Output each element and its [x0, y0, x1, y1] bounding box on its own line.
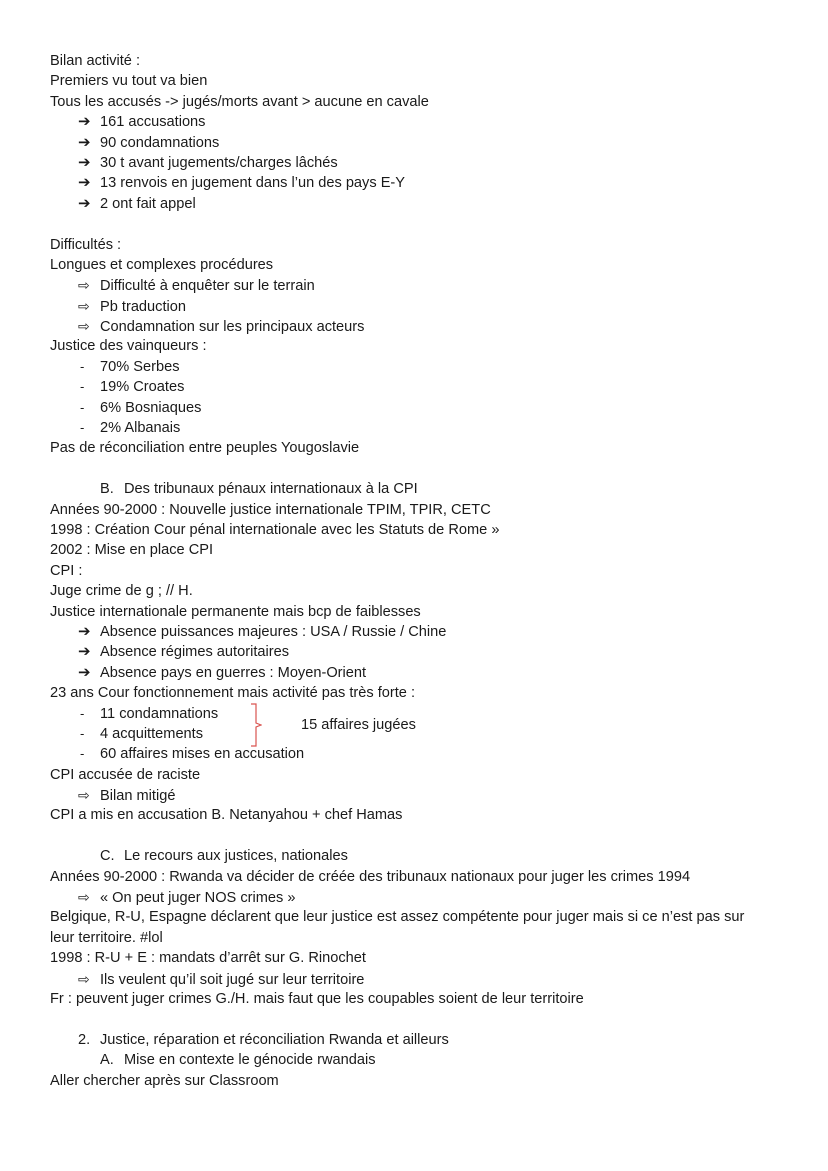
dash-bullet-icon: -: [80, 746, 85, 762]
list-item: ⇨ Pb traduction: [78, 297, 186, 315]
section-heading-c: C. Le recours aux justices, nationales: [100, 848, 348, 865]
arrow-right-icon: ➔: [78, 663, 91, 681]
list-item: - 4 acquittements: [50, 724, 790, 744]
list-item: ➔ 90 condamnations: [50, 133, 790, 153]
curly-brace-icon: [250, 703, 262, 747]
list-item: ➔ 13 renvois en jugement dans l’un des pays E-Y: [50, 173, 790, 193]
list-item: ➔ 2 ont fait appel: [50, 194, 790, 214]
list-item: ➔ Absence régimes autoritaires: [50, 642, 790, 662]
list-item: ⇨ Difficulté à enquêter sur le terrain: [78, 277, 315, 295]
list-item: ➔ 161 accusations: [50, 112, 790, 132]
hollow-arrow-icon: ⇨: [78, 318, 90, 335]
text-paragraph: Belgique, R-U, Espagne déclarent que leur justice est assez compétente pour juger mais si ce n’est pas sur leur territoire. #lol: [50, 909, 745, 946]
hollow-arrow-icon: ⇨: [78, 297, 90, 314]
list-item: ⇨ « On peut juger NOS crimes »: [78, 889, 296, 907]
text-line: Années 90-2000 : Rwanda va décider de créée des tribunaux nationaux pour juger les crimes 1994: [50, 868, 691, 885]
spacer: [50, 1009, 790, 1029]
arrow-right-icon: ➔: [78, 133, 91, 151]
arrow-right-icon: ➔: [78, 174, 91, 192]
list-item: - 2% Albanais: [50, 418, 790, 438]
text-line: Fr : peuvent juger crimes G./H. mais faut que les coupables soient de leur territoire: [50, 991, 584, 1007]
list-item: ⇨ Bilan mitigé: [78, 787, 176, 805]
document-page: [50, 51, 790, 1091]
section-title-difficultes: Difficultés :: [50, 236, 122, 253]
spacer: [50, 826, 790, 846]
brace-label: 15 affaires jugées: [301, 717, 416, 733]
arrow-right-icon: ➔: [78, 153, 91, 171]
text-line: Juge crime de g ; // H.: [50, 583, 193, 600]
list-item: - 11 condamnations: [50, 704, 790, 724]
text-line: Justice des vainqueurs :: [50, 338, 207, 355]
text-line: 1998 : Création Cour pénal internationale avec les Statuts de Rome »: [50, 521, 500, 538]
text-line: Années 90-2000 : Nouvelle justice internationale TPIM, TPIR, CETC: [50, 501, 491, 518]
text-line: 23 ans Cour fonctionnement mais activité pas très forte :: [50, 685, 416, 702]
dash-bullet-icon: -: [80, 420, 85, 436]
section-heading-2: 2. Justice, réparation et réconciliation Rwanda et ailleurs: [78, 1031, 449, 1048]
spacer: [50, 214, 790, 234]
section-heading-2a: A. Mise en contexte le génocide rwandais: [100, 1052, 376, 1069]
text-line: Justice internationale permanente mais bcp de faiblesses: [50, 603, 421, 620]
text-line: Premiers vu tout va bien: [50, 73, 208, 90]
dash-bullet-icon: -: [80, 725, 85, 741]
list-item: ➔ Absence pays en guerres : Moyen-Orient: [50, 663, 790, 683]
text-line: Tous les accusés -> jugés/morts avant > aucune en cavale: [50, 93, 429, 110]
arrow-right-icon: ➔: [78, 113, 91, 131]
hollow-arrow-icon: ⇨: [78, 787, 90, 804]
dash-bullet-icon: -: [80, 379, 85, 395]
text-line: CPI a mis en accusation B. Netanyahou + chef Hamas: [50, 807, 403, 824]
text-line: Pas de réconciliation entre peuples Yougoslavie: [50, 440, 360, 457]
text-line: CPI :: [50, 562, 83, 579]
list-item: ➔ Absence puissances majeures : USA / Russie / Chine: [50, 622, 790, 642]
dash-bullet-icon: -: [80, 358, 85, 374]
list-item: ⇨ Condamnation sur les principaux acteurs: [78, 318, 365, 336]
list-item: - 6% Bosniaques: [50, 398, 790, 418]
list-item: - 60 affaires mises en accusation: [50, 744, 790, 764]
list-item: - 19% Croates: [50, 377, 790, 397]
arrow-right-icon: ➔: [78, 643, 91, 661]
text-line: 2002 : Mise en place CPI: [50, 542, 214, 559]
arrow-right-icon: ➔: [78, 622, 91, 640]
text-line: Longues et complexes procédures: [50, 256, 274, 273]
dash-bullet-icon: -: [80, 399, 85, 415]
section-heading-b: B. Des tribunaux pénaux internationaux à la CPI: [100, 481, 418, 498]
hollow-arrow-icon: ⇨: [78, 889, 90, 906]
arrow-right-icon: ➔: [78, 194, 91, 212]
text-line: 1998 : R-U + E : mandats d’arrêt sur G. Rinochet: [50, 950, 366, 967]
hollow-arrow-icon: ⇨: [78, 277, 90, 294]
list-item: - 70% Serbes: [50, 357, 790, 377]
text-line: CPI accusée de raciste: [50, 766, 201, 783]
list-item: ➔ 30 t avant jugements/charges lâchés: [50, 153, 790, 173]
section-title-bilan: Bilan activité :: [50, 53, 141, 69]
list-item: ⇨ Ils veulent qu’il soit jugé sur leur territoire: [78, 970, 365, 988]
spacer: [50, 459, 790, 479]
dash-bullet-icon: -: [80, 705, 85, 721]
hollow-arrow-icon: ⇨: [78, 970, 90, 987]
text-line: Aller chercher après sur Classroom: [50, 1072, 279, 1089]
